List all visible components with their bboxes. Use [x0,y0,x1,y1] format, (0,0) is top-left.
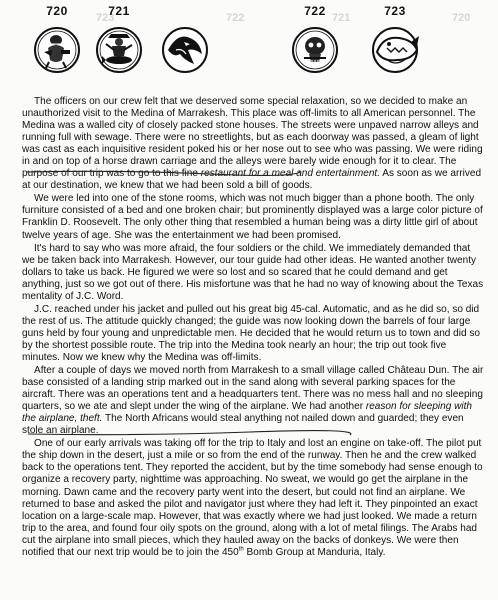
paragraph-text: One of our early arrivals was taking off for the trip to Italy and lost an engine on take-off. The pilot put the ship down in the desert, just a mile or so from the end of the runway. Then he and the crew walked back to the operations tent. They reported the accident, but by the time somebody had sense enough to organize a recovery party, nighttime was approaching. No sweat, we would go get the airplane in the morning. Dawn came and the recovery party went into the desert, but could not find an airplane. We returned to base and asked the pilot and navigator just where they had left it. They pinpointed an exact location on a large-scale map. However, that was exactly where we had just looked. We made a return trip to the area, and found four oily spots on the ground, along with a lot of metal filings. The Arabs had cut the airplane into small pieces, which they hauled away on the backs of donkeys. We were then notified that our next trip would be to join the 450 [22,438,483,558]
paragraph [22,243,484,303]
squadron-badge-720 [28,4,86,88]
story-text [22,96,484,560]
badge-number: 721 [108,4,130,18]
paragraph-text: We were led into one of the stone rooms, which was not much bigger than a phone booth. The only furniture consisted of a bed and one broken chair; but prominently displayed was a large color picture of Franklin D. Roosevelt. The only other thing that resembled a human being was a dirty little girl of about twelve years of age. She was the entertainment we had been promised. [22,193,483,241]
paragraph [22,96,484,192]
badge-number: 723 [384,4,406,18]
squadron-badge-strip [0,0,498,90]
squadron-badge-722 [286,4,344,88]
squadron-badge-723 [366,4,424,88]
faint-number: 721 [332,12,351,24]
faint-number: 720 [452,12,471,24]
paragraph-italic-text: reason for sleeping with the airplane, theft. [22,401,472,425]
paragraph-text: After a couple of days we moved north from Marrakesh to a small village called Château Dun. The air base consisted of a landing strip marked out in the sand along with several parking spaces for the aircraft. There was an operations tent and a headquarters tent. There was no mess hall and no sleeping quarters, so we ate and slept under the wing of the airplane. We had another [22,365,484,413]
ordinal-suffix: th [238,546,244,553]
squadron-patch-722-icon [290,20,340,76]
faint-number: 722 [226,12,245,24]
faint-number: 723 [96,12,115,24]
badge-number: 722 [304,4,326,18]
paragraph-text: The North Africans would steal anything not nailed down and guarded; they even stole an airplane. [22,413,464,437]
squadron-patch-720-icon [32,20,82,76]
squadron-patch-bird-icon [160,20,210,76]
paragraph-text: J.C. reached under his jacket and pulled out his great big 45-cal. Automatic, and as he did so, so did the rest of us. The attitude quickly changed; the guide was now looking down the barrels of four large guns held by four young and unpredictable men. He decided that he would return us to town and did so by the shortest possible route. The trip into the Medina took nearly an hour; the trip out took five minutes. Now we knew why the Medina was off-limits. [22,303,480,363]
paragraph-text: As soon as we arrived at our destination, we knew that we had been sold a bill of goods. [22,168,482,192]
paragraph [22,365,484,437]
paragraph-text: It's hard to say who was more afraid, the four soldiers or the child. We immediately demanded that we be taken back into Marrakesh. However, our tour guide had other ideas. He wanted another twenty dollars to take us back. He figured we were so lost and so scared that he could demand and get anything, just so we got out of there. His misfortune was that he had no way of knowing about the Texas mentality of J.C. Word. [22,242,484,302]
squadron-patch-721-icon [94,20,144,76]
paragraph-text: The officers on our crew felt that we deserved some special relaxation, so we decided to make an unauthorized visit to the Medina of Marrakesh. This place was off-limits to all American personnel. The Medina was a walled city of closely packed stone houses. The streets were unpaved narrow alleys and running full with sewage. There were no streetlights, but as each doorway was passed, a gleam of light was cast as each inquisitive resident poked his or her nose out to see who was passing. We were riding in and on top of a horse drawn carriage and the alleys were barely wide enough for it to clear. The purpose of our trip was to go to this fine [22,96,483,180]
paragraph-italic-text: restaurant for a meal and entertainment. [200,168,380,180]
paragraph [22,304,484,364]
squadron-badge-722-art [156,4,214,88]
paragraph [22,193,484,241]
squadron-patch-723-icon [367,20,423,76]
paragraph-text: Bomb Group at Manduria, Italy. [243,546,386,558]
paragraph [22,438,484,558]
badge-number: 720 [46,4,68,18]
squadron-badge-721 [90,4,148,88]
